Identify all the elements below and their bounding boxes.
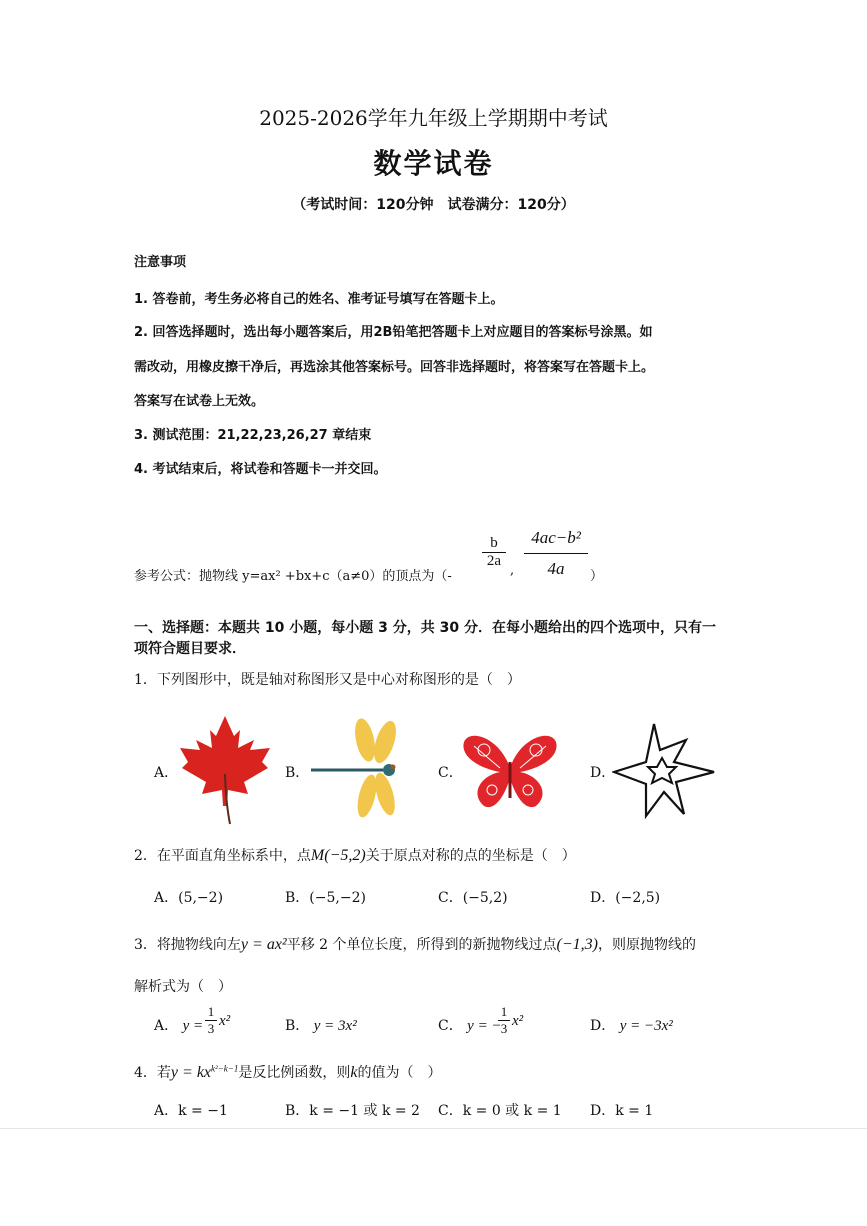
formula-prefix: 参考公式：抛物线 y=ax² +bx+c（a≠0）的顶点为（- xyxy=(134,569,452,584)
q4-stem-c: 的值为（ ） xyxy=(357,1065,442,1081)
fraction-denominator: 3 xyxy=(498,1020,510,1037)
q1-option-d-label: D． xyxy=(590,765,616,781)
q4-stem-b: 是反比例函数，则 xyxy=(238,1065,351,1081)
option-expr: y = 3x² xyxy=(313,1018,357,1034)
q4-stem-a: 4．若 xyxy=(134,1065,171,1081)
q3-stem-line2: 解析式为（ ） xyxy=(134,979,232,995)
q3-stem-b: 平移 2 个单位长度，所得到的新抛物线过点 xyxy=(286,937,557,953)
q2-stem-b: 关于原点对称的点的坐标是（ ） xyxy=(365,848,576,864)
exam-info: （考试时间：120分钟 试卷满分：120分） xyxy=(292,197,575,213)
q3-option-d xyxy=(590,1015,673,1035)
q2-option-d: D．(−2,5) xyxy=(590,890,661,906)
q2-option-c: C．(−5,2) xyxy=(438,890,508,906)
q4-expr: y = kx xyxy=(170,1064,212,1081)
q4-option-b: B．k = −1 或 k = 2 xyxy=(285,1103,420,1119)
q2-option-b: B．(−5,−2) xyxy=(285,890,366,906)
fraction-denominator: 2a xyxy=(482,552,506,570)
q3-point: (−1,3) xyxy=(556,936,598,953)
q3-option-b xyxy=(285,1015,357,1035)
note-item: 2. 回答选择题时，选出每小题答案后，用2B铅笔把答题卡上对应题目的答案标号涂黑。如 xyxy=(134,325,653,340)
dragonfly-icon xyxy=(305,718,410,823)
q4-option-d: D．k = 1 xyxy=(590,1103,654,1119)
q1-option-c-label: C． xyxy=(438,765,463,781)
page-divider xyxy=(0,1128,867,1129)
q2-stem-a: 2．在平面直角坐标系中，点 xyxy=(134,848,311,864)
fraction-numerator: 1 xyxy=(207,1004,215,1019)
q2-stem xyxy=(134,845,576,865)
fraction-numerator: b xyxy=(490,535,498,551)
note-item: 答案写在试卷上无效。 xyxy=(134,394,265,409)
option-expr: y = xyxy=(182,1018,204,1034)
q3-stem-a: 3．将抛物线向左 xyxy=(134,937,241,953)
q4-option-c: C．k = 0 或 k = 1 xyxy=(438,1103,562,1119)
option-label: C． xyxy=(438,1018,463,1034)
q3-option-a-fraction xyxy=(205,1004,217,1037)
section-heading-cont: 项符合题目要求． xyxy=(134,641,246,657)
q2-point: M(−5,2) xyxy=(310,847,366,864)
option-expr: y = −3x² xyxy=(619,1018,673,1034)
fraction-denominator: 3 xyxy=(205,1020,217,1037)
section-heading: 一、选择题：本题共 10 小题，每小题 3 分，共 30 分．在每小题给出的四个选项中，只有一 xyxy=(134,620,716,636)
notes-heading: 注意事项 xyxy=(134,255,187,270)
option-label: B． xyxy=(285,1018,310,1034)
q3-stem-c: ，则原抛物线的 xyxy=(597,937,696,953)
q3-option-c xyxy=(438,1015,502,1035)
note-item: 4. 考试结束后，将试卷和答题卡一并交回。 xyxy=(134,462,387,477)
q3-stem xyxy=(134,934,696,954)
q3-option-a-post: x² xyxy=(219,1013,231,1029)
butterfly-icon xyxy=(460,728,560,812)
q3-option-c-post: x² xyxy=(512,1013,524,1029)
note-item: 3. 测试范围：21,22,23,26,27 章结束 xyxy=(134,428,372,443)
maple-leaf-icon xyxy=(178,714,273,826)
option-label: A． xyxy=(154,1018,179,1034)
fraction-numerator: 4ac−b² xyxy=(531,528,581,547)
note-item: 需改动，用橡皮擦干净后，再选涂其他答案标号。回答非选择题时，将答案写在答题卡上。 xyxy=(134,360,655,375)
q4-option-a: A．k = −1 xyxy=(154,1103,228,1119)
note-item: 1. 答卷前，考生务必将自己的姓名、准考证号填写在答题卡上。 xyxy=(134,292,504,307)
q4-var: k xyxy=(350,1064,358,1081)
q3-option-c-fraction xyxy=(498,1004,510,1037)
fraction-denominator: 4a xyxy=(524,553,588,579)
fraction-numerator: 1 xyxy=(500,1004,508,1019)
q1-stem: 1．下列图形中，既是轴对称图形又是中心对称图形的是（ ） xyxy=(134,672,521,688)
exam-title: 2025-2026学年九年级上学期期中考试 xyxy=(259,106,608,130)
q4-stem xyxy=(134,1062,441,1082)
option-label: D． xyxy=(590,1018,616,1034)
q4-exponent: k²−k−1 xyxy=(211,1063,239,1074)
q3-option-a xyxy=(154,1015,203,1035)
formula-suffix: ） xyxy=(590,569,604,584)
q3-expr: y = ax² xyxy=(240,936,287,953)
formula-separator: , xyxy=(510,563,515,578)
option-expr: y = − xyxy=(467,1018,502,1034)
q1-option-b-label: B． xyxy=(285,765,310,781)
paper-title: 数学试卷 xyxy=(373,147,494,180)
q1-option-a-label: A． xyxy=(154,765,179,781)
star-icon xyxy=(612,720,716,820)
q2-option-a: A．(5,−2) xyxy=(154,890,224,906)
vertex-x-fraction xyxy=(482,535,506,570)
vertex-y-fraction xyxy=(524,528,588,579)
